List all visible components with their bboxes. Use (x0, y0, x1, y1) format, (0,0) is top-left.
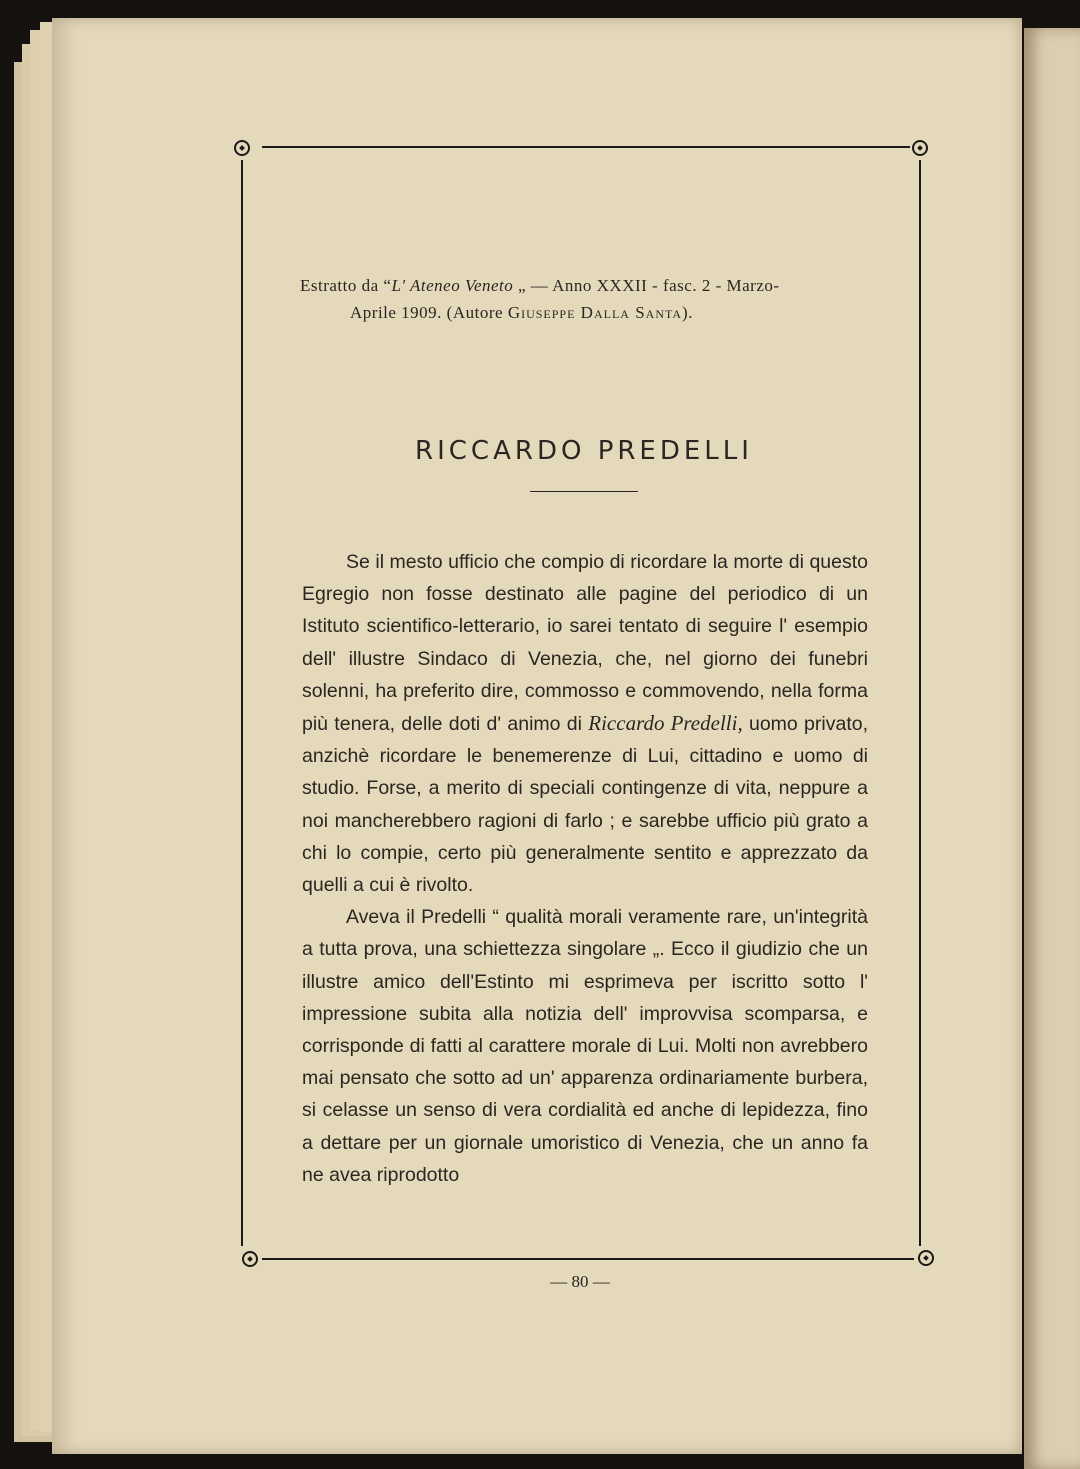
page-number: — 80 — (550, 1272, 610, 1291)
source-citation (300, 272, 872, 326)
corner-ornament-icon (918, 1250, 934, 1266)
source-issue: „ — Anno XXXII - fasc. 2 - Marzo- (513, 276, 780, 295)
facing-page-edge (1024, 28, 1080, 1469)
corner-ornament-icon (234, 140, 250, 156)
corner-ornament-icon (242, 1251, 258, 1267)
frame-bottom-rule (262, 1258, 914, 1260)
frame-left-rule (241, 160, 243, 1246)
article-body (302, 546, 868, 1191)
frame-top-rule (262, 146, 910, 148)
paragraph-text: uomo privato, anzichè ricordare le benemerenze di Lui, cittadino e uomo di studio. Forse, a merito di speciali contingenze di vita, neppure a noi mancherebbero ragioni di farlo ; e sarebbe ufficio più grato a chi lo compie, certo più generalmente sentito e apprezzato da quelli a cui è rivolto. (302, 713, 869, 897)
corner-ornament-icon (912, 140, 928, 156)
source-date: Aprile 1909. (Autore (350, 303, 508, 322)
frame-right-rule (919, 160, 921, 1246)
paragraph-1 (302, 546, 868, 901)
title-divider (530, 491, 638, 492)
source-close: ). (682, 303, 693, 322)
person-name: Riccardo Predelli, (588, 711, 743, 736)
paragraph-text: Se il mesto ufficio che compio di ricordare la morte di questo Egregio non fosse destinato alle pagine del periodico di un Istituto scientifico-letterario, io sarei tentato di seguire l' esempio dell' illustre Sindaco di Venezia, che, nel giorno dei funebri solenni, ha preferito dire, commosso e commovendo, nella forma più tenera, delle doti d' animo di (302, 551, 868, 736)
journal-name: L' Ateneo Veneto (391, 276, 514, 295)
source-prefix: Estratto da “ (300, 276, 392, 295)
source-line-2 (300, 299, 872, 326)
paragraph-2: Aveva il Predelli “ qualità morali veramente rare, un'integrità a tutta prova, una schiettezza singolare „. Ecco il giudizio che un illustre amico dell'Estinto mi esprimeva per iscritto sotto l' impressione subita alla notizia dell' improvvisa scomparsa, e corrisponde di fatti al carattere morale di Lui. Molti non avrebbero mai pensato che sotto ad un' apparenza ordinariamente burbera, si celasse un senso di vera cordialità ed anche di lepidezza, fino a dettare per un giornale umoristico di Venezia, che un anno fa ne avea riprodotto (302, 906, 868, 1186)
article-title: RICCARDO PREDELLI (415, 436, 753, 466)
author-name: Giuseppe Dalla Santa (507, 303, 683, 322)
